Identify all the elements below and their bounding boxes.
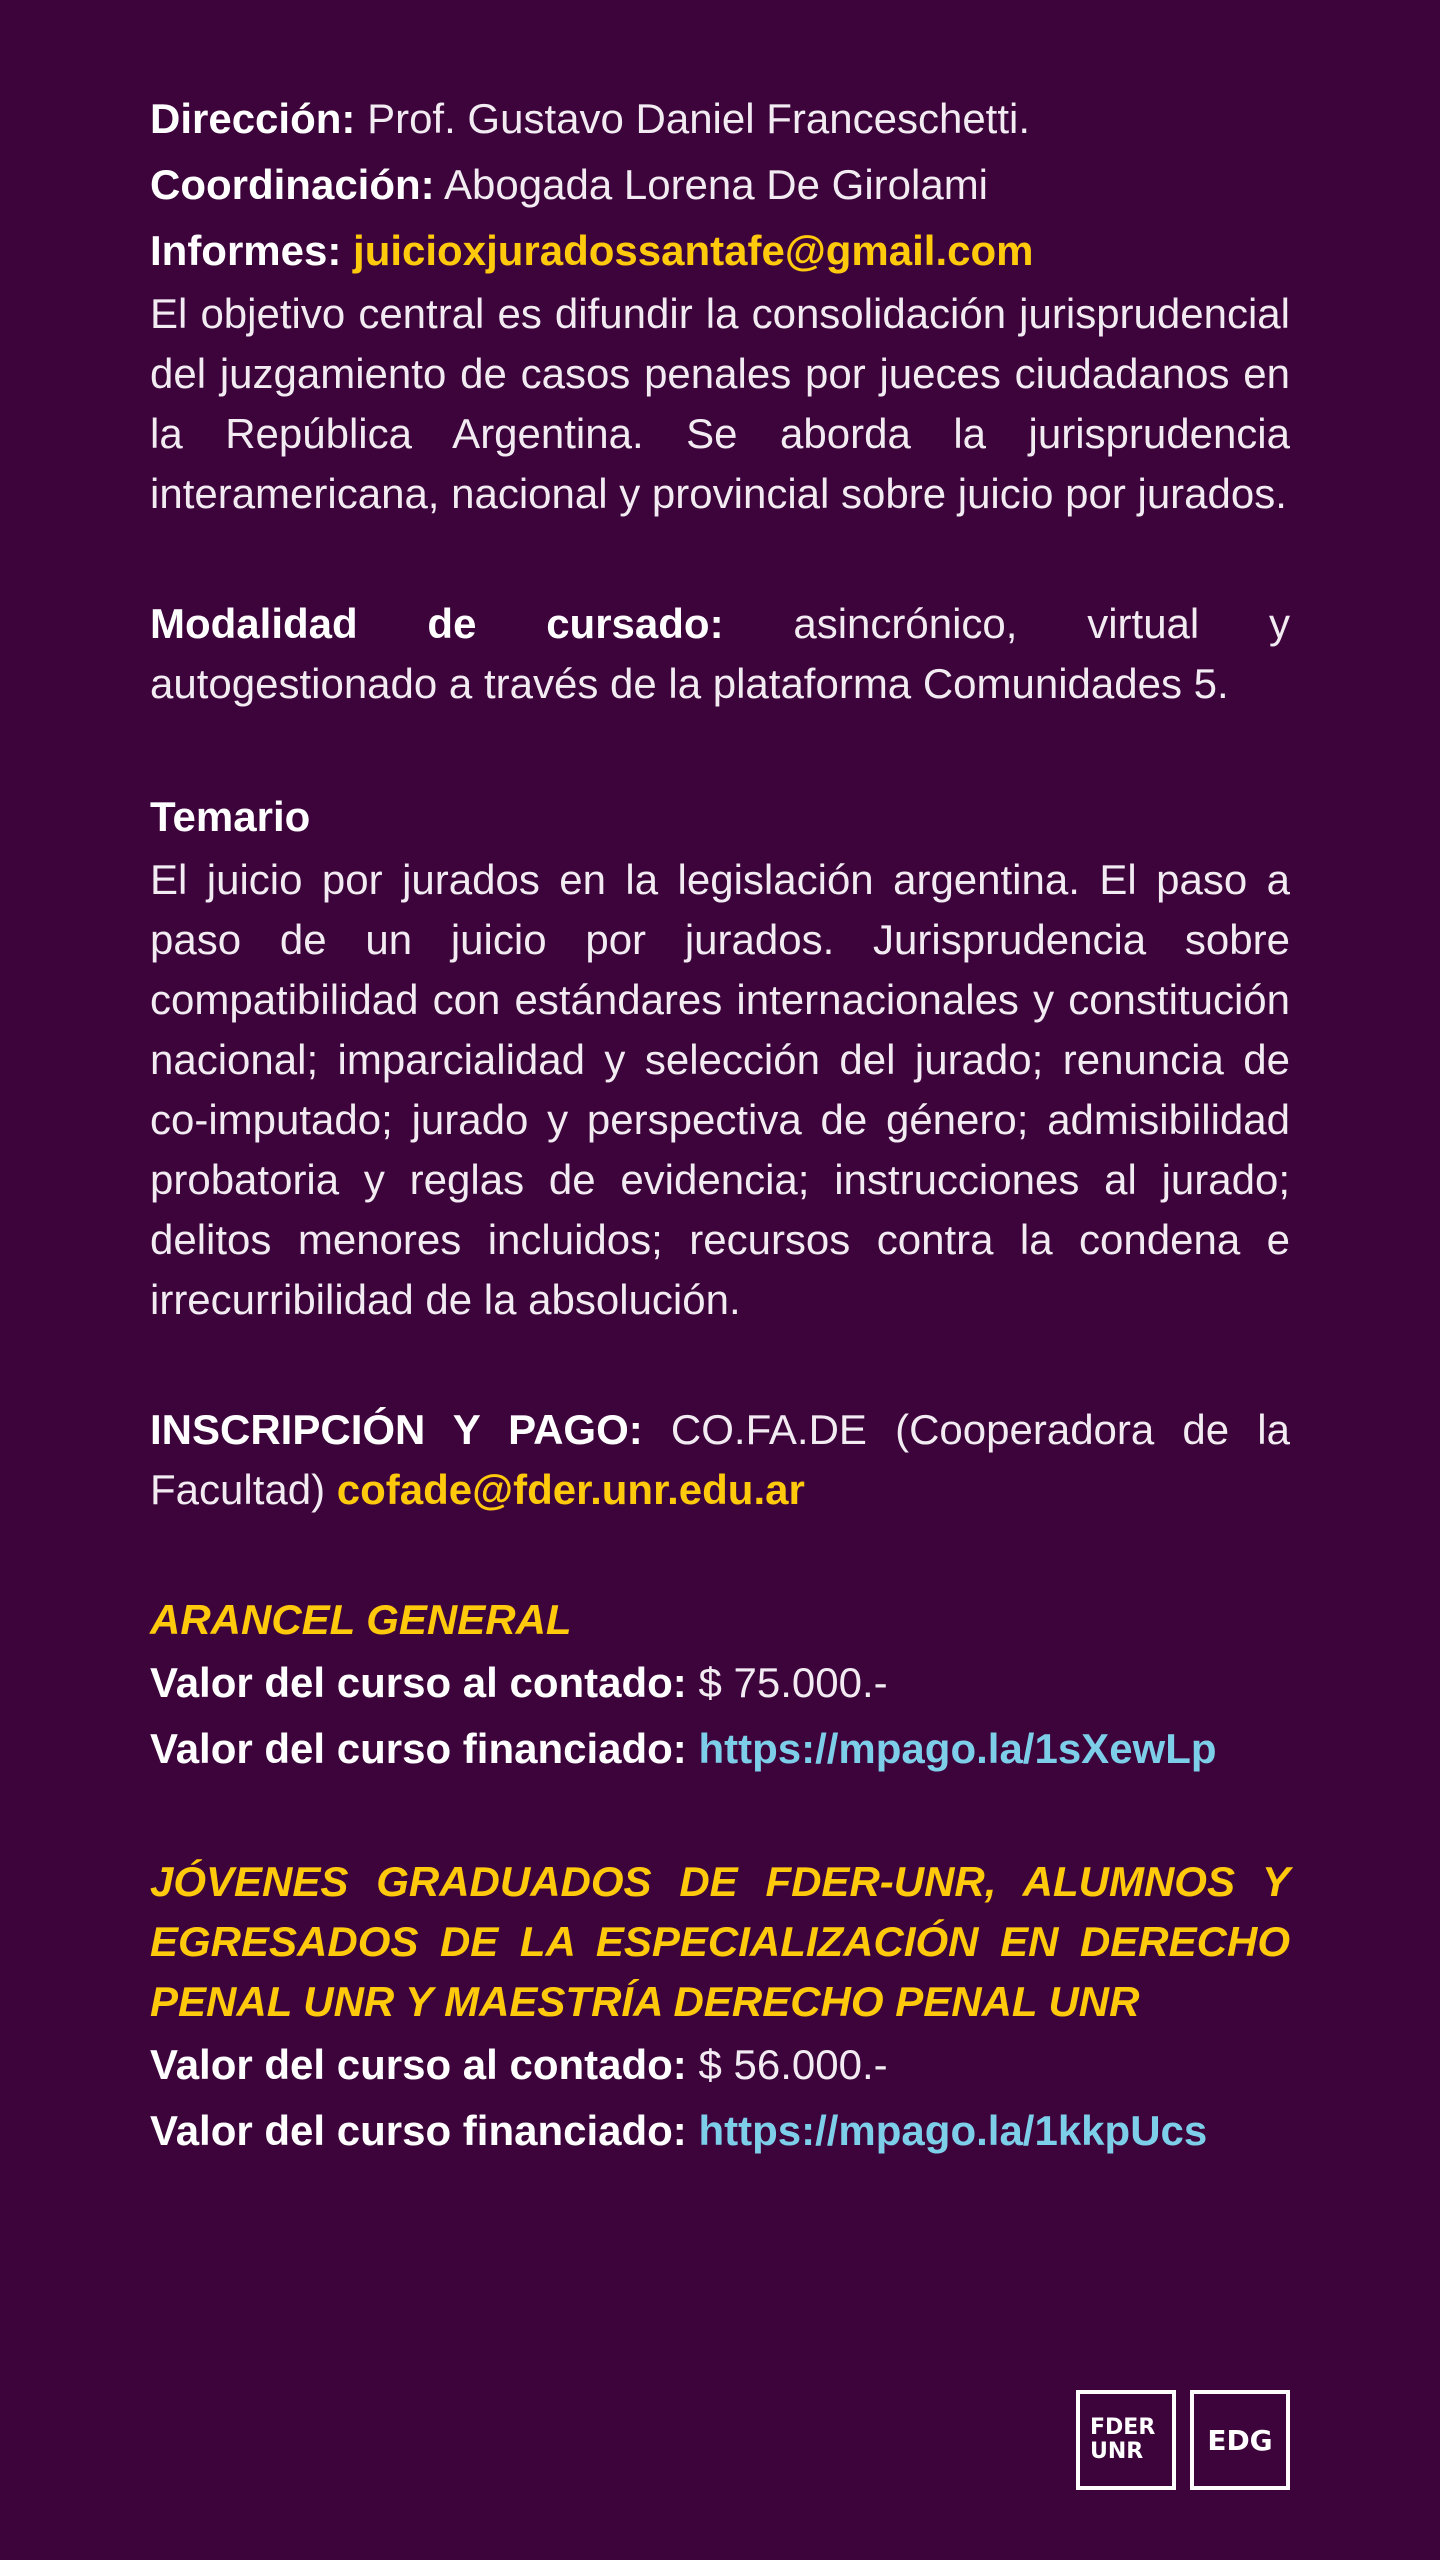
informes-email[interactable]: juicioxjuradossantafe@gmail.com	[353, 227, 1034, 274]
jovenes-financiado-label: Valor del curso financiado:	[150, 2107, 687, 2154]
coordinacion-line	[150, 152, 1290, 218]
modalidad-label: Modalidad de cursado:	[150, 600, 724, 647]
informes-label: Informes:	[150, 227, 342, 274]
objetivo-paragraph: El objetivo central es difundir la consolidación jurisprudencial del juzgamiento de casos penales por jueces ciudadanos en la República Argentina. Se aborda la jurisprudencia interamericana, nacional y provincial sobre juicio por jurados.	[150, 290, 1290, 517]
general-contado-value: $ 75.000.-	[698, 1659, 888, 1706]
direccion-label: Dirección:	[150, 95, 356, 142]
general-financiado-label: Valor del curso financiado:	[150, 1725, 687, 1772]
flyer-content	[150, 86, 1290, 2164]
inscripcion-value: CO.FA.DE (Cooperadora de la Facultad)	[150, 1406, 1290, 1513]
general-contado-label: Valor del curso al contado:	[150, 1659, 687, 1706]
general-financiado-link[interactable]: https://mpago.la/1sXewLp	[698, 1725, 1217, 1772]
coordinacion-label: Coordinación:	[150, 161, 435, 208]
jovenes-financiado-line	[150, 2098, 1290, 2164]
modalidad-value: asincrónico, virtual y autogestionado a través de la plataforma Comunidades 5.	[150, 600, 1291, 707]
inscripcion-label: INSCRIPCIÓN Y PAGO:	[150, 1406, 643, 1453]
fder-unr-logo	[1076, 2390, 1176, 2490]
fder-logo-line1: FDER	[1090, 2415, 1156, 2440]
footer-logos	[1076, 2390, 1290, 2490]
direccion-line	[150, 86, 1290, 152]
temario-paragraph: El juicio por jurados en la legislación argentina. El paso a paso de un juicio por jurados. Jurisprudencia sobre compatibilidad con estándares internacionales y constitución nacional; imparcialidad y selección del jurado; renuncia de co-imputado; jurado y perspectiva de género; admisibilidad probatoria y reglas de evidencia; instrucciones al jurado; delitos menores incluidos; recursos contra la condena e irrecurribilidad de la absolución.	[150, 856, 1290, 1323]
arancel-general-heading: ARANCEL GENERAL	[150, 1596, 572, 1643]
inscripcion-paragraph	[150, 1400, 1290, 1520]
edg-logo-text: EDG	[1207, 2423, 1273, 2457]
coordinacion-value: Abogada Lorena De Girolami	[444, 161, 989, 208]
jovenes-contado-line	[150, 2032, 1290, 2098]
general-contado-line	[150, 1650, 1290, 1716]
temario-title: Temario	[150, 793, 311, 840]
informes-line	[150, 218, 1290, 284]
jovenes-contado-label: Valor del curso al contado:	[150, 2041, 687, 2088]
fder-logo-line2: UNR	[1090, 2439, 1144, 2464]
direccion-value: Prof. Gustavo Daniel Franceschetti.	[367, 95, 1031, 142]
arancel-jovenes-heading: JÓVENES GRADUADOS DE FDER-UNR, ALUMNOS Y EGRESADOS DE LA ESPECIALIZACIÓN EN DERECHO PENAL UNR Y MAESTRÍA DERECHO PENAL UNR	[150, 1858, 1290, 2025]
inscripcion-email[interactable]: cofade@fder.unr.edu.ar	[336, 1466, 805, 1513]
edg-logo	[1190, 2390, 1290, 2490]
general-financiado-line	[150, 1716, 1290, 1782]
jovenes-financiado-link[interactable]: https://mpago.la/1kkpUcs	[698, 2107, 1208, 2154]
jovenes-contado-value: $ 56.000.-	[698, 2041, 888, 2088]
modalidad-paragraph	[150, 594, 1290, 714]
